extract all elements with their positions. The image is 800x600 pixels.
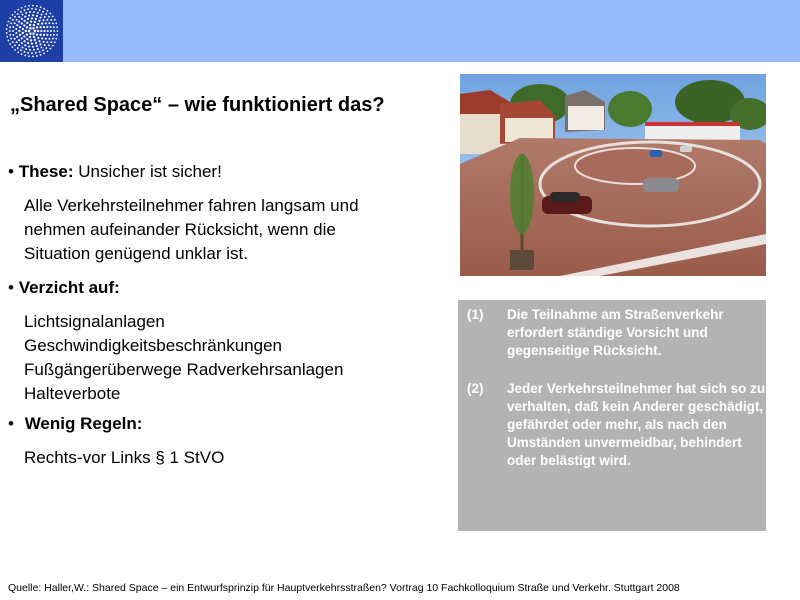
regeln-label: Wenig Regeln: — [24, 414, 143, 433]
paragraph-number: (2) — [467, 381, 484, 396]
logo-icon — [0, 0, 63, 62]
verzicht-item: Fußgängerüberwege Radverkehrsanlagen — [24, 360, 344, 379]
these-label: These: — [18, 162, 74, 181]
bullet-regeln — [8, 412, 448, 436]
street-photo — [460, 74, 766, 276]
verzicht-item: Geschwindigkeitsbeschränkungen — [24, 336, 282, 355]
bullet-char: • — [8, 278, 14, 297]
source-citation: Quelle: Haller,W.: Shared Space – ein Entwurfsprinzip für Hauptverkehrsstraßen? Vortrag 10 Fachkolloquium Straße und Verkehr. Stuttgart 2008 — [8, 582, 680, 594]
stvo-infobox — [458, 300, 766, 531]
paragraph-text: Jeder Verkehrsteilnehmer hat sich so zu verhalten, daß kein Anderer geschädigt, gefährdet oder mehr, als nach den Umständen unvermeidbar, behindert oder belästigt wird. — [507, 381, 766, 468]
verzicht-item: Lichtsignalanlagen — [24, 312, 165, 331]
bullet-list — [8, 160, 448, 470]
bullet-these — [8, 160, 448, 184]
bullet-char: • — [8, 162, 14, 181]
these-explanation-line: nehmen aufeinander Rücksicht, wenn die — [24, 220, 336, 239]
these-explanation-line: Situation genügend unklar ist. — [24, 244, 248, 263]
slide-title: „Shared Space“ – wie funktioniert das? — [10, 94, 385, 116]
bullet-char: • — [8, 414, 14, 433]
header-bar — [0, 0, 800, 62]
paragraph-number: (1) — [467, 307, 484, 322]
verzicht-item: Halteverbote — [24, 384, 121, 403]
verzicht-label: Verzicht auf: — [18, 278, 120, 297]
these-text: Unsicher ist sicher! — [73, 162, 222, 181]
paragraph-text: Die Teilnahme am Straßenverkehr erfordert ständige Vorsicht und gegenseitige Rücksicht. — [507, 307, 724, 358]
these-explanation-line: Alle Verkehrsteilnehmer fahren langsam und — [24, 196, 359, 215]
bullet-verzicht — [8, 276, 448, 300]
regeln-text: Rechts-vor Links § 1 StVO — [24, 448, 225, 467]
